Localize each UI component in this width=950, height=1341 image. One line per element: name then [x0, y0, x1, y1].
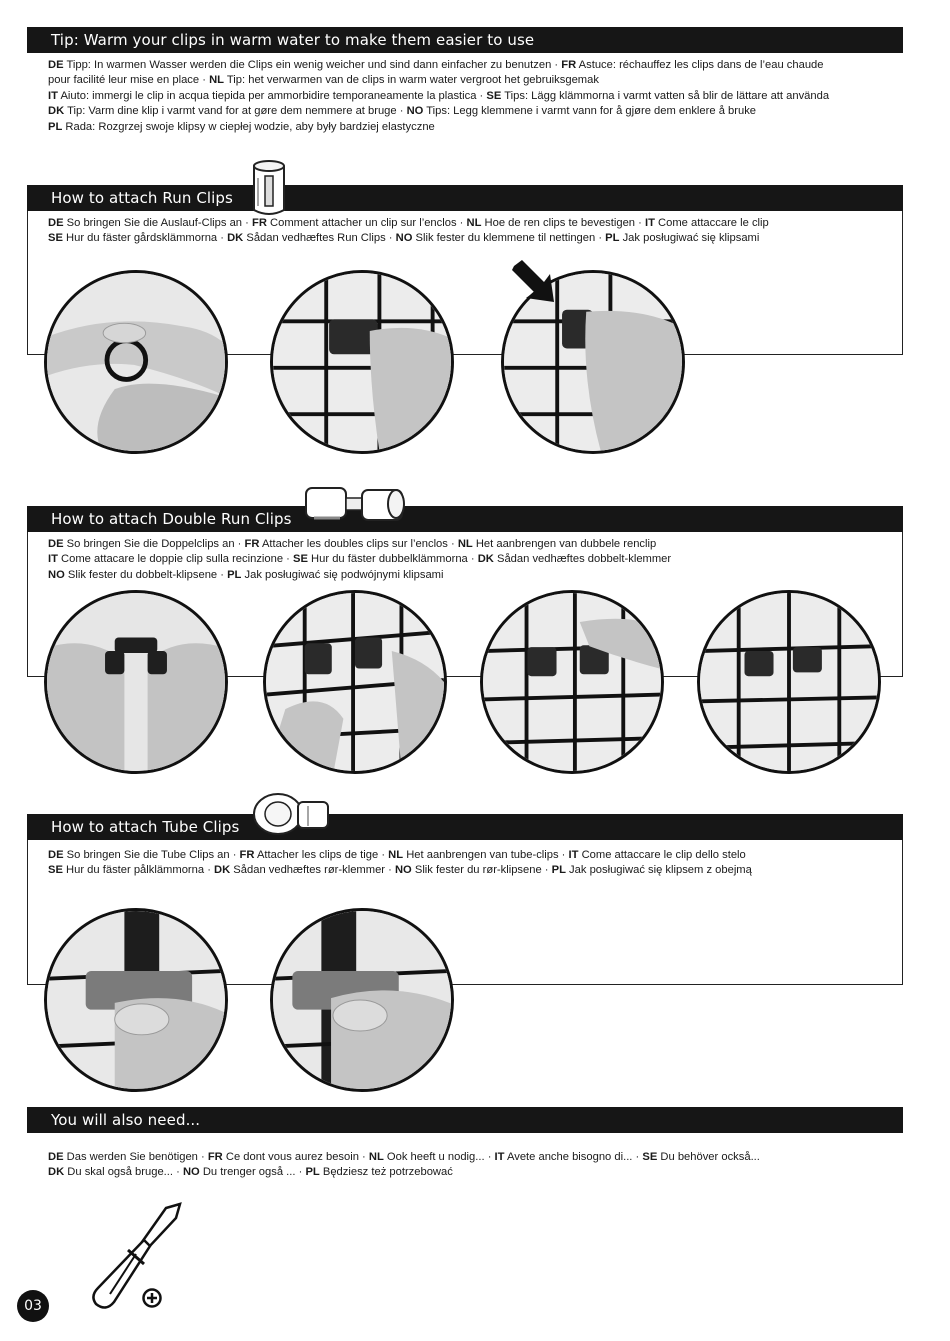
language-code: DE	[48, 217, 64, 229]
language-code: NL	[209, 74, 224, 87]
language-code: NO	[395, 232, 413, 245]
translation-text: Sådan vedhæftes rør-klemmer ·	[230, 864, 395, 877]
translation-text: Sådan vedhæftes Run Clips ·	[243, 232, 396, 245]
translation-text: Sådan vedhæftes dobbelt-klemmer	[493, 553, 672, 566]
language-code: DE	[48, 59, 64, 71]
language-code: NO	[406, 105, 424, 118]
translation-text: Ce dont vous aurez besoin ·	[222, 1151, 369, 1163]
tip-text	[48, 58, 908, 135]
translation-text: Aiuto: immergi le clip in acqua tiepida per ammorbidire temporaneamente la plastica ·	[57, 89, 487, 102]
text-line	[48, 568, 908, 583]
translation-text: Come attaccare le clip	[654, 217, 769, 229]
run-clips-heading: How to attach Run Clips	[27, 185, 903, 211]
language-code: NL	[466, 217, 482, 229]
double-clip-step-3-photo	[480, 590, 664, 774]
translation-text: Jak posługiwać się podwójnymi klipsami	[241, 568, 444, 581]
language-code: SE	[48, 232, 63, 245]
double-clips-text	[48, 537, 908, 583]
language-code: PL	[551, 864, 566, 877]
translation-text: Będziesz też potrzebować	[319, 1166, 453, 1179]
text-line	[48, 231, 908, 246]
language-code: NO	[182, 1166, 200, 1179]
also-need-text	[48, 1150, 908, 1181]
language-code: SE	[642, 1151, 658, 1163]
run-clip-step-2-photo	[270, 270, 454, 454]
double-clip-step-1-photo	[44, 590, 228, 774]
translation-text: Comment attacher un clip sur l’enclos ·	[266, 217, 467, 229]
translation-text: Hoe de ren clips te bevestigen ·	[481, 217, 645, 229]
language-code: DK	[214, 864, 231, 877]
text-line	[48, 1150, 908, 1165]
translation-text: Du trenger også ... ·	[199, 1166, 306, 1179]
translation-text: Attacher les doubles clips sur l’enclos ·	[259, 538, 458, 550]
translation-text: So bringen Sie die Doppelclips an ·	[63, 538, 245, 550]
language-code: DK	[227, 232, 244, 245]
phillips-plus-icon	[141, 1287, 163, 1309]
text-line	[48, 537, 908, 552]
language-code: FR	[239, 849, 255, 861]
tube-clip-icon	[248, 786, 334, 842]
language-code: FR	[207, 1151, 223, 1163]
translation-text: Ook heeft u nodig... ·	[383, 1151, 495, 1163]
text-line	[48, 216, 908, 231]
translation-text: Hur du fäster pålklämmorna ·	[62, 864, 215, 877]
translation-text: Slik fester du dobbelt-klipsene ·	[64, 568, 228, 581]
double-clips-heading: How to attach Double Run Clips	[27, 506, 903, 532]
language-code: NL	[388, 849, 404, 861]
language-code: DK	[477, 553, 494, 566]
translation-text: Slik fester du rør-klipsene ·	[411, 864, 552, 877]
text-line	[48, 58, 908, 73]
translation-text: Tips: Lägg klämmorna i varmt vatten så blir de lättare att använda	[501, 89, 830, 102]
language-code: SE	[293, 553, 308, 566]
translation-text: Jak posługiwać się klipsem z obejmą	[565, 864, 752, 877]
translation-text: Hur du fäster gårdsklämmorna ·	[62, 232, 228, 245]
double-clip-step-2-photo	[263, 590, 447, 774]
run-clip-icon	[246, 158, 292, 218]
language-code: DE	[48, 538, 64, 550]
translation-text: Du behöver också...	[657, 1151, 760, 1163]
language-code: DK	[48, 1166, 65, 1179]
language-code: DK	[48, 105, 65, 118]
language-code: IT	[494, 1151, 505, 1163]
language-code: IT	[48, 553, 58, 566]
text-line	[48, 73, 908, 88]
text-line	[48, 104, 908, 119]
translation-text: Tip: het verwarmen van de clips in warm water vergroot het gebruiksgemak	[223, 74, 599, 87]
translation-text: Come attaccare le clip dello stelo	[578, 849, 746, 861]
text-line	[48, 89, 908, 104]
translation-text: So bringen Sie die Tube Clips an ·	[63, 849, 240, 861]
screwdriver-icon	[88, 1202, 188, 1314]
translation-text: Tips: Legg klemmene i varmt vann for å gjøre dem enklere å bruke	[423, 105, 757, 118]
text-line	[48, 863, 908, 878]
tip-heading: Tip: Warm your clips in warm water to make them easier to use	[27, 27, 903, 53]
text-line	[48, 1165, 908, 1180]
text-line	[48, 552, 908, 567]
double-clip-step-4-photo	[697, 590, 881, 774]
language-code: PL	[605, 232, 620, 245]
language-code: IT	[48, 89, 58, 102]
language-code: PL	[48, 120, 63, 133]
translation-text: Het aanbrengen van tube-clips ·	[403, 849, 569, 861]
language-code: IT	[568, 849, 579, 861]
translation-text: pour facilité leur mise en place ·	[48, 74, 210, 87]
language-code: SE	[48, 864, 63, 877]
translation-text: Slik fester du klemmene til nettingen ·	[412, 232, 606, 245]
translation-text: Rada: Rozgrzej swoje klipsy w ciepłej wodzie, aby były bardziej elastyczne	[62, 120, 435, 133]
arrow-icon	[510, 258, 560, 308]
text-line	[48, 120, 908, 135]
run-clip-step-1-photo	[44, 270, 228, 454]
double-clip-icon	[300, 478, 408, 530]
translation-text: So bringen Sie die Auslauf-Clips an ·	[63, 217, 252, 229]
translation-text: Jak posługiwać się klipsami	[619, 232, 760, 245]
language-code: PL	[305, 1166, 320, 1179]
translation-text: Tipp: In warmen Wasser werden die Clips ein wenig weicher und sind dann einfacher zu benutzen ·	[63, 59, 562, 71]
language-code: FR	[244, 538, 260, 550]
language-code: DE	[48, 1151, 64, 1163]
language-code: FR	[251, 217, 267, 229]
translation-text: Avete anche bisogno di... ·	[504, 1151, 643, 1163]
run-clips-text	[48, 216, 908, 247]
language-code: NL	[368, 1151, 384, 1163]
language-code: NL	[457, 538, 473, 550]
translation-text: Het aanbrengen van dubbele renclip	[472, 538, 657, 550]
tube-clips-text	[48, 848, 908, 879]
translation-text: Das werden Sie benötigen ·	[63, 1151, 208, 1163]
language-code: FR	[561, 59, 577, 71]
language-code: IT	[644, 217, 655, 229]
language-code: SE	[486, 89, 502, 102]
translation-text: Attacher les clips de tige ·	[254, 849, 389, 861]
translation-text: Tip: Varm dine klip i varmt vand for at gøre dem nemmere at bruge ·	[64, 105, 407, 118]
page-number: 03	[17, 1290, 49, 1322]
translation-text: Come attacare le doppie clip sulla recinzione ·	[57, 553, 294, 566]
tube-clip-step-2-photo	[270, 908, 454, 1092]
tube-clips-heading: How to attach Tube Clips	[27, 814, 903, 840]
language-code: NO	[48, 568, 65, 581]
translation-text: Du skal også bruge... ·	[64, 1166, 183, 1179]
tube-clip-step-1-photo	[44, 908, 228, 1092]
language-code: NO	[394, 864, 412, 877]
language-code: DE	[48, 849, 64, 861]
also-need-heading: You will also need...	[27, 1107, 903, 1133]
translation-text: Astuce: réchauffez les clips dans de l’eau chaude	[576, 59, 824, 71]
translation-text: Hur du fäster dubbelklämmorna ·	[307, 553, 478, 566]
language-code: PL	[227, 568, 242, 581]
text-line	[48, 848, 908, 863]
